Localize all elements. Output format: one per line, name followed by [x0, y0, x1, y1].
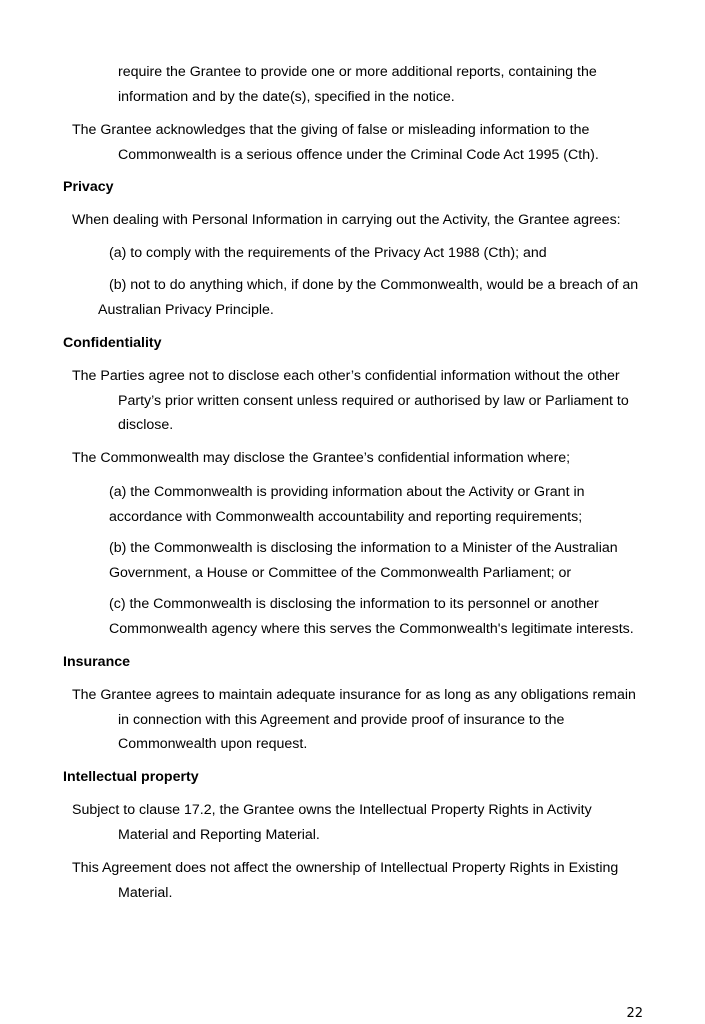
text-line: in connection with this Agreement and provide proof of insurance to the — [118, 711, 565, 728]
text-line: (b) not to do anything which, if done by the Commonwealth, would be a breach of an — [109, 277, 639, 293]
confidentiality-item-a — [109, 480, 585, 529]
text-line: When dealing with Personal Information in carrying out the Activity, the Grantee agrees: — [72, 212, 621, 228]
text-line: The Commonwealth may disclose the Grantee’s confidential information where; — [72, 450, 571, 466]
text-line: (a) the Commonwealth is providing information about the Activity or Grant in — [109, 484, 585, 500]
text-line: (a) to comply with the requirements of the Privacy Act 1988 (Cth); and — [109, 245, 547, 261]
text-line: disclose. — [118, 417, 174, 433]
additional-reports-clause — [118, 60, 597, 109]
text-line: Commonwealth is a serious offence under the Criminal Code Act 1995 (Cth). — [118, 146, 599, 163]
text-line: (c) the Commonwealth is disclosing the information to its personnel or another — [109, 596, 599, 612]
text-line: Government, a House or Committee of the Commonwealth Parliament; or — [109, 564, 572, 581]
text-line: accordance with Commonwealth accountability and reporting requirements; — [109, 508, 583, 525]
confidentiality-clause-1 — [72, 364, 629, 438]
privacy-item-a — [109, 241, 547, 266]
intellectual-property-clause-1 — [72, 798, 592, 847]
text-line: (b) the Commonwealth is disclosing the information to a Minister of the Australian — [109, 540, 618, 556]
text-line: Australian Privacy Principle. — [98, 301, 274, 318]
confidentiality-item-b — [109, 536, 618, 585]
confidentiality-heading: Confidentiality — [63, 335, 162, 351]
text-line: require the Grantee to provide one or more additional reports, containing the — [118, 64, 597, 80]
text-line: Subject to clause 17.2, the Grantee owns the Intellectual Property Rights in Activity — [72, 802, 592, 818]
intellectual-property-heading: Intellectual property — [63, 769, 199, 785]
text-line: This Agreement does not affect the ownership of Intellectual Property Rights in Existing — [72, 860, 619, 876]
insurance-heading: Insurance — [63, 654, 131, 670]
privacy-clause — [72, 208, 621, 233]
text-line: Party’s prior written consent unless required or authorised by law or Parliament to — [118, 392, 629, 409]
confidentiality-item-c — [109, 592, 634, 641]
privacy-item-b — [98, 273, 638, 322]
text-line: Material. — [118, 884, 173, 901]
insurance-clause — [72, 683, 636, 757]
text-line: The Parties agree not to disclose each other’s confidential information without the other — [72, 368, 620, 384]
confidentiality-clause-2 — [72, 446, 570, 471]
text-line: Material and Reporting Material. — [118, 826, 320, 843]
text-line: The Grantee agrees to maintain adequate insurance for as long as any obligations remain — [72, 687, 636, 703]
text-line: The Grantee acknowledges that the giving of false or misleading information to the — [72, 122, 590, 138]
intellectual-property-clause-2 — [72, 856, 618, 905]
false-information-clause — [72, 118, 599, 167]
page-number: 22 — [626, 1006, 643, 1021]
text-line: Commonwealth agency where this serves the Commonwealth's legitimate interests. — [109, 620, 634, 637]
text-line: information and by the date(s), specified in the notice. — [118, 88, 455, 105]
privacy-heading: Privacy — [63, 179, 114, 195]
text-line: Commonwealth upon request. — [118, 736, 308, 752]
